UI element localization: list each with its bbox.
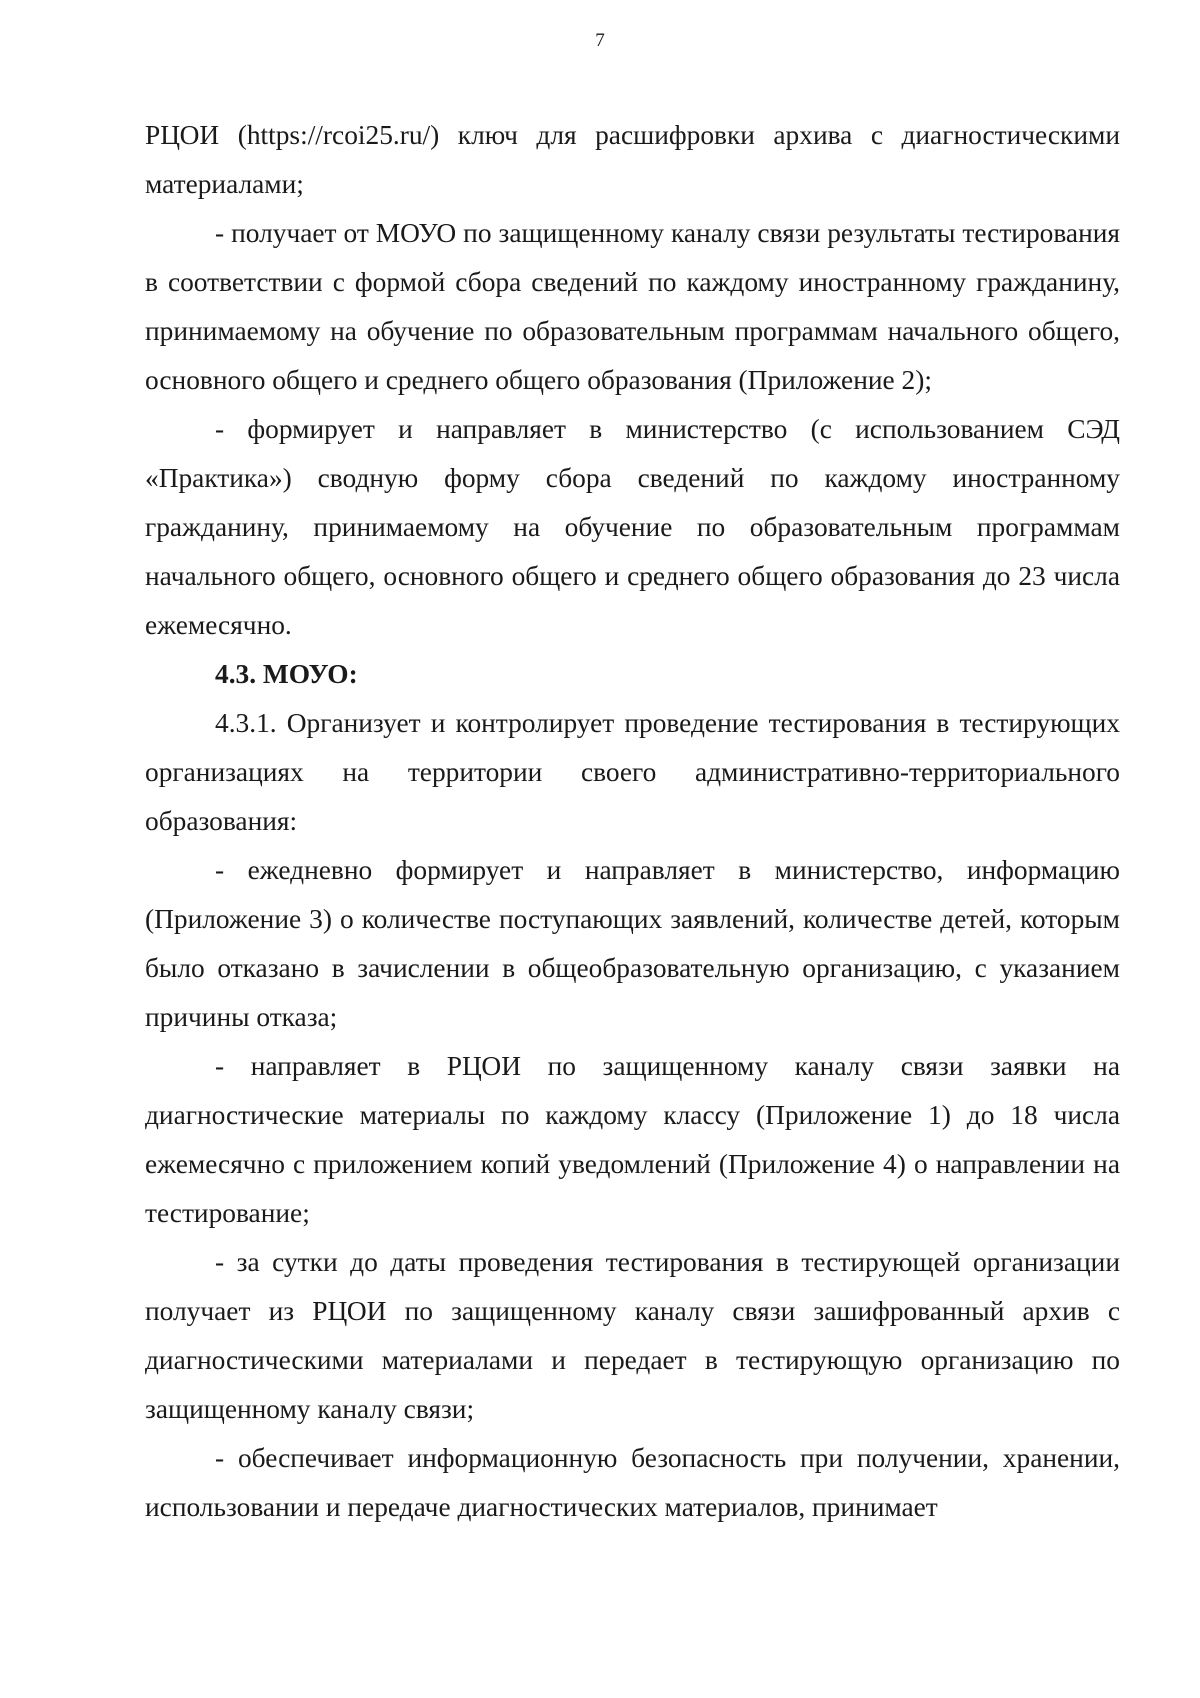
paragraph-receives-archive: - за сутки до даты проведения тестирования в тестирующей организации получает из РЦОИ по защищенному каналу связи зашифрованный архив с диагностическими материалами и передает в тестирующую организацию по защищенному каналу связи;	[145, 1247, 1120, 1424]
paragraph-security: - обеспечивает информационную безопасность при получении, хранении, использовании и передаче диагностических материалов, принимает	[145, 1443, 1120, 1522]
document-body	[145, 111, 1120, 1532]
paragraph-continuation: РЦОИ (https://rcoi25.ru/) ключ для расшифровки архива с диагностическими материалами;	[145, 120, 1120, 199]
page-number: 7	[595, 30, 605, 51]
paragraph-daily-report: - ежедневно формирует и направляет в министерство, информацию (Приложение 3) о количестве поступающих заявлений, количестве детей, которым было отказано в зачислении в общеобразовательную организацию, с указанием причины отказа;	[145, 855, 1120, 1032]
paragraph-forms-summary: - формирует и направляет в министерство (с использованием СЭД «Практика») сводную форму сбора сведений по каждому иностранному гражданину, принимаемому на обучение по образовательным программам начального общего, основного общего и среднего общего образования до 23 числа ежемесячно.	[145, 414, 1120, 640]
section-heading: 4.3. МОУО:	[215, 659, 358, 689]
paragraph-sends-requests: - направляет в РЦОИ по защищенному каналу связи заявки на диагностические материалы по каждому классу (Приложение 1) до 18 числа ежемесячно с приложением копий уведомлений (Приложение 4) о направлении на тестирование;	[145, 1051, 1120, 1228]
paragraph-receives-results: - получает от МОУО по защищенному каналу связи результаты тестирования в соответствии с формой сбора сведений по каждому иностранному гражданину, принимаемому на обучение по образовательным программам начального общего, основного общего и среднего общего образования (Приложение 2);	[145, 218, 1120, 395]
paragraph-organizes-testing: 4.3.1. Организует и контролирует проведение тестирования в тестирующих организациях на территории своего административно-территориального образования:	[145, 708, 1120, 836]
